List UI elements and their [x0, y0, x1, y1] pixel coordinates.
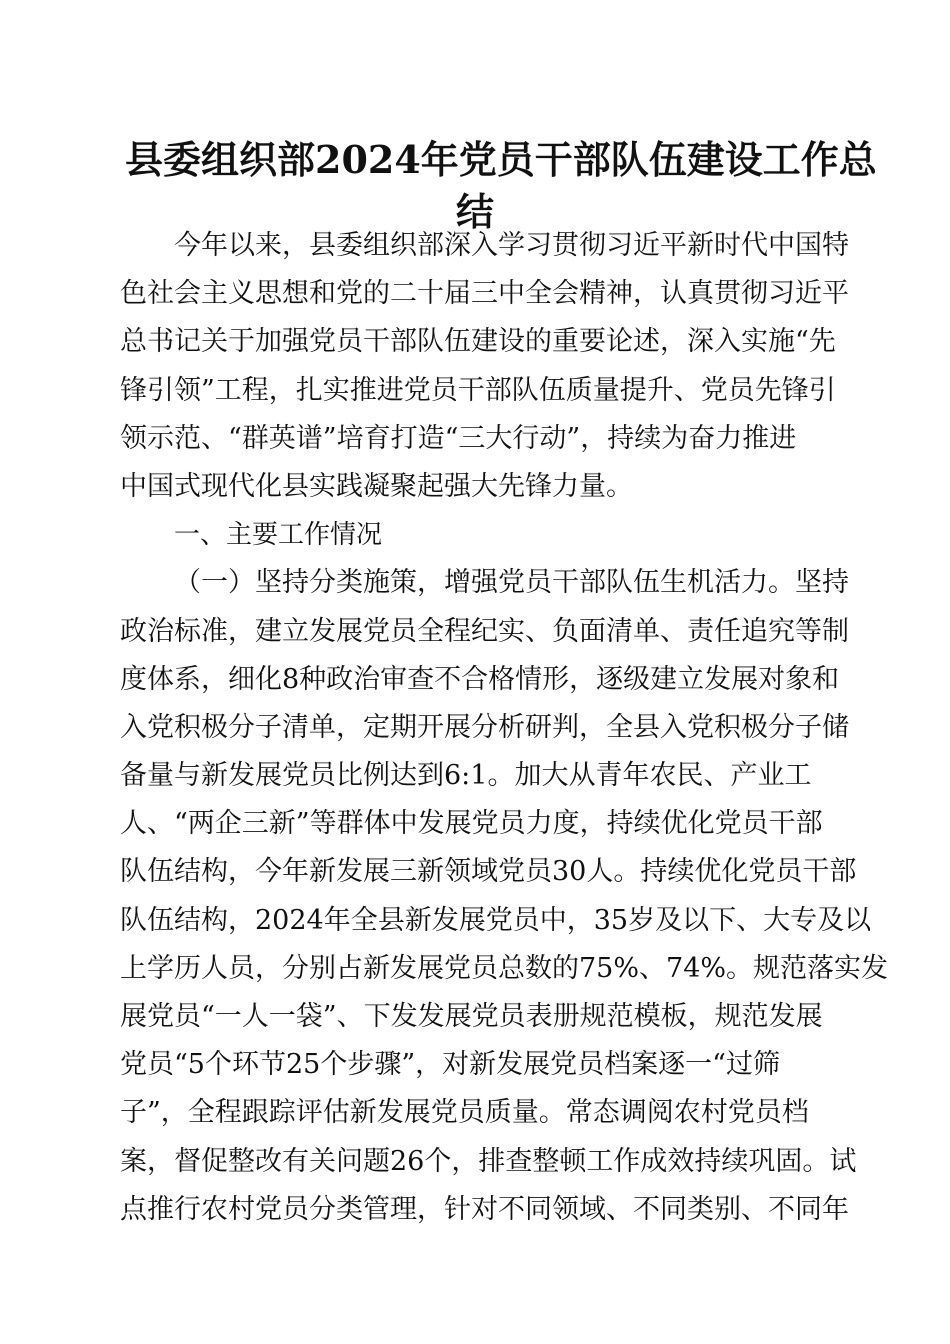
intro-line-3: 总书记关于加强党员干部队伍建设的重要论述，深入实施“先	[120, 326, 836, 358]
intro-line-5: 领示范、“群英谱”培育打造“三大行动”，持续为奋力推进	[120, 422, 797, 454]
section-line-6: 队伍结构，今年新发展三新领域党员30人。持续优化党员干部	[120, 856, 857, 888]
section-line-1: 政治标准，建立发展党员全程纪实、负面清单、责任追究等制	[120, 615, 849, 647]
intro-line-4: 锋引领”工程，扎实推进党员干部队伍质量提升、党员先锋引	[120, 374, 836, 406]
section-line-13: 点推行农村党员分类管理，针对不同领域、不同类别、不同年	[120, 1193, 849, 1225]
title-line-2: 结	[455, 189, 494, 234]
title-line-1: 县委组织部2024年党员干部队伍建设工作总	[125, 137, 877, 182]
section-heading: 一、主要工作情况	[174, 520, 383, 551]
sub-heading: （一）坚持分类施策，增强党员干部队伍生机活力。	[174, 567, 795, 599]
sub-heading-tail: 坚持	[795, 567, 849, 599]
section-line-2: 度体系，细化8种政治审查不合格情形，逐级建立发展对象和	[120, 663, 840, 695]
intro-line-1: 今年以来，县委组织部深入学习贯彻习近平新时代中国特	[174, 230, 849, 261]
document-body	[120, 222, 889, 1234]
section-line-7: 队伍结构，2024年全县新发展党员中，35岁及以下、大专及以	[120, 904, 872, 936]
section-line-8: 上学历人员，分别占新发展党员总数的75%、74%。规范落实发	[120, 952, 889, 984]
intro-line-6: 中国式现代化县实践凝聚起强大先锋力量。	[120, 470, 633, 502]
sub-heading-line	[120, 559, 849, 607]
section-line-12: 案，督促整改有关问题26个，排查整顿工作成效持续巩固。试	[120, 1145, 857, 1177]
section-line-4: 备量与新发展党员比例达到6:1。加大从青年农民、产业工	[120, 760, 812, 792]
section-line-5: 人、“两企三新”等群体中发展党员力度，持续优化党员干部	[120, 808, 823, 840]
section-line-9: 展党员“一人一袋”、下发发展党员表册规范模板，规范发展	[120, 1001, 823, 1032]
section-line-10: 党员“5个环节25个步骤”，对新发展党员档案逐一“过筛	[120, 1049, 780, 1081]
intro-line-2: 色社会主义思想和党的二十届三中全会精神，认真贯彻习近平	[120, 278, 849, 310]
section-line-11: 子”，全程跟踪评估新发展党员质量。常态调阅农村党员档	[120, 1097, 809, 1129]
section-line-3: 入党积极分子清单，定期开展分析研判，全县入党积极分子储	[120, 711, 849, 743]
